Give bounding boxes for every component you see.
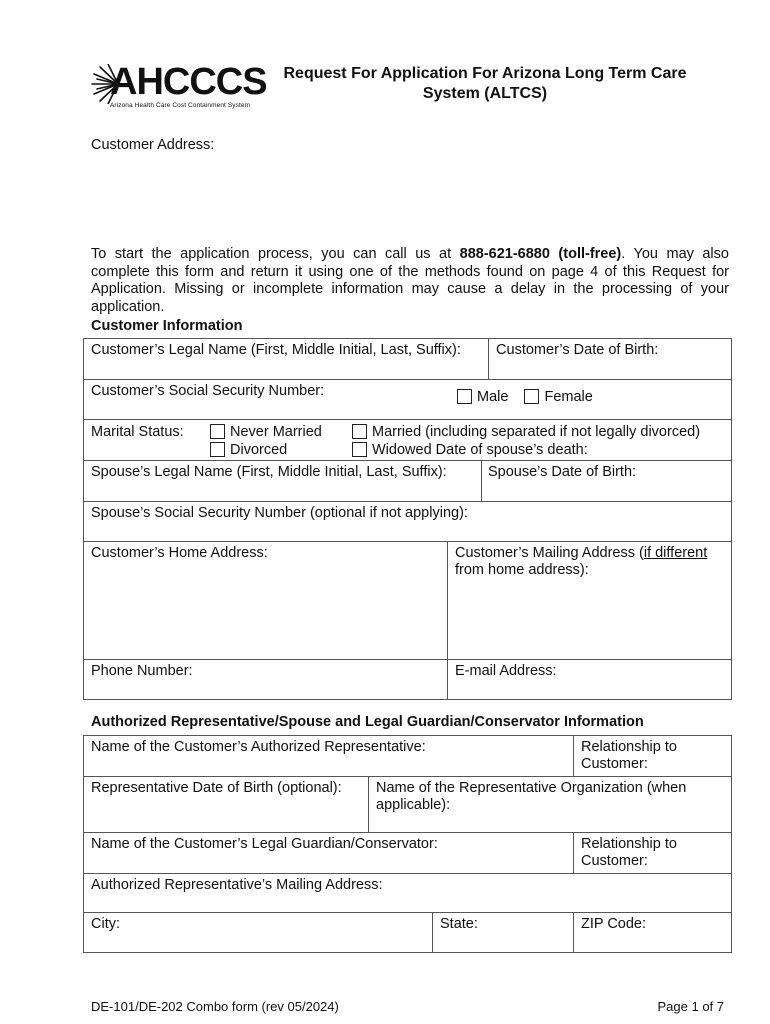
- relationship-label: Relationship to Customer:: [581, 739, 677, 772]
- widowed-checkbox[interactable]: [352, 442, 367, 457]
- married-checkbox[interactable]: [352, 424, 367, 439]
- page-number: Page 1 of 7: [657, 999, 724, 1014]
- dob-field[interactable]: [489, 339, 732, 380]
- rep-info-table: [83, 735, 732, 953]
- rep-name-label: Name of the Customer’s Authorized Representative:: [91, 739, 426, 755]
- rep-dob-field[interactable]: [84, 777, 369, 833]
- spouse-dob-field[interactable]: [482, 461, 731, 501]
- spouse-dob-label: Spouse’s Date of Birth:: [488, 464, 637, 480]
- ssn-field[interactable]: [84, 380, 732, 420]
- phone-field[interactable]: [84, 660, 448, 700]
- logo-wordmark: AHCCCS: [110, 61, 267, 103]
- city-label: City:: [91, 916, 120, 932]
- intro-text-end: . You may also complete this form and return it using one of the methods found on page 4 of this Request for Application. Missing or incomplete information may cause a delay in the processing of your application.: [91, 246, 729, 315]
- spouse-ssn-field[interactable]: [84, 502, 732, 542]
- married-label: Married (including separated if not legally divorced): [372, 424, 701, 440]
- rep-org-label: Name of the Representative Organization (when applicable):: [376, 780, 687, 813]
- phone-label: Phone Number:: [91, 663, 193, 679]
- customer-address-label: Customer Address:: [91, 137, 215, 153]
- dob-label: Customer’s Date of Birth:: [496, 342, 659, 358]
- state-label: State:: [440, 916, 478, 932]
- mailing-address-suffix: from home address):: [455, 562, 589, 578]
- rep-org-field[interactable]: [369, 777, 732, 833]
- guardian-relationship-label: Relationship to Customer:: [581, 836, 677, 869]
- rep-mailing-field[interactable]: [84, 874, 732, 913]
- rep-name-field[interactable]: [84, 736, 574, 777]
- never-married-checkbox[interactable]: [210, 424, 225, 439]
- rep-mailing-label: Authorized Representative’s Mailing Address:: [91, 877, 383, 893]
- customer-info-table: [83, 338, 732, 700]
- form-id: DE-101/DE-202 Combo form (rev 05/2024): [91, 999, 339, 1014]
- rep-info-heading: Authorized Representative/Spouse and Legal Guardian/Conservator Information: [91, 714, 644, 730]
- male-label: Male: [477, 389, 509, 405]
- widowed-label: Widowed Date of spouse’s death:: [372, 442, 588, 458]
- never-married-option: [210, 424, 322, 441]
- guardian-name-label: Name of the Customer’s Legal Guardian/Conservator:: [91, 836, 438, 852]
- intro-paragraph: [91, 246, 729, 316]
- never-married-label: Never Married: [230, 424, 322, 440]
- zip-field[interactable]: [574, 913, 732, 953]
- ahcccs-logo: [88, 60, 267, 115]
- guardian-relationship-field[interactable]: [574, 833, 732, 874]
- widowed-option: [352, 442, 588, 459]
- sex-options: [457, 389, 593, 406]
- home-address-label: Customer’s Home Address:: [91, 545, 268, 561]
- marital-and-spouse-block: [84, 420, 732, 502]
- ssn-label: Customer’s Social Security Number:: [91, 383, 325, 399]
- female-label: Female: [544, 389, 593, 405]
- mailing-address-prefix: Customer’s Mailing Address (: [455, 545, 644, 561]
- legal-name-field[interactable]: [84, 339, 489, 380]
- home-address-field[interactable]: [84, 542, 448, 660]
- phone-number: 888-621-6880 (toll-free): [459, 246, 622, 262]
- mailing-address-underlined: if different: [643, 545, 708, 561]
- mailing-address-label: [455, 545, 707, 578]
- guardian-name-field[interactable]: [84, 833, 574, 874]
- divorced-checkbox[interactable]: [210, 442, 225, 457]
- page-title: Request For Application For Arizona Long Term Care System (ALTCS): [283, 65, 687, 102]
- city-field[interactable]: [84, 913, 433, 953]
- spouse-name-label: Spouse’s Legal Name (First, Middle Initial, Last, Suffix):: [91, 464, 447, 480]
- divorced-option: [210, 442, 287, 459]
- marital-status-label: Marital Status:: [91, 424, 184, 440]
- email-label: E-mail Address:: [455, 663, 557, 679]
- mailing-address-field[interactable]: [448, 542, 732, 660]
- relationship-field[interactable]: [574, 736, 732, 777]
- email-field[interactable]: [448, 660, 732, 700]
- logo-subtitle: Arizona Health Care Cost Containment System: [110, 102, 251, 109]
- female-checkbox[interactable]: [524, 389, 539, 404]
- legal-name-label: Customer’s Legal Name (First, Middle Initial, Last, Suffix):: [91, 342, 461, 358]
- spouse-name-field[interactable]: [84, 461, 482, 501]
- spouse-ssn-label: Spouse’s Social Security Number (optional if not applying):: [91, 505, 468, 521]
- married-option: [352, 424, 700, 441]
- intro-text-start: To start the application process, you can call us at: [91, 246, 460, 262]
- divorced-label: Divorced: [230, 442, 288, 458]
- rep-dob-label: Representative Date of Birth (optional):: [91, 780, 342, 796]
- zip-label: ZIP Code:: [581, 916, 647, 932]
- customer-info-heading: Customer Information: [91, 318, 243, 334]
- male-checkbox[interactable]: [457, 389, 472, 404]
- state-field[interactable]: [433, 913, 574, 953]
